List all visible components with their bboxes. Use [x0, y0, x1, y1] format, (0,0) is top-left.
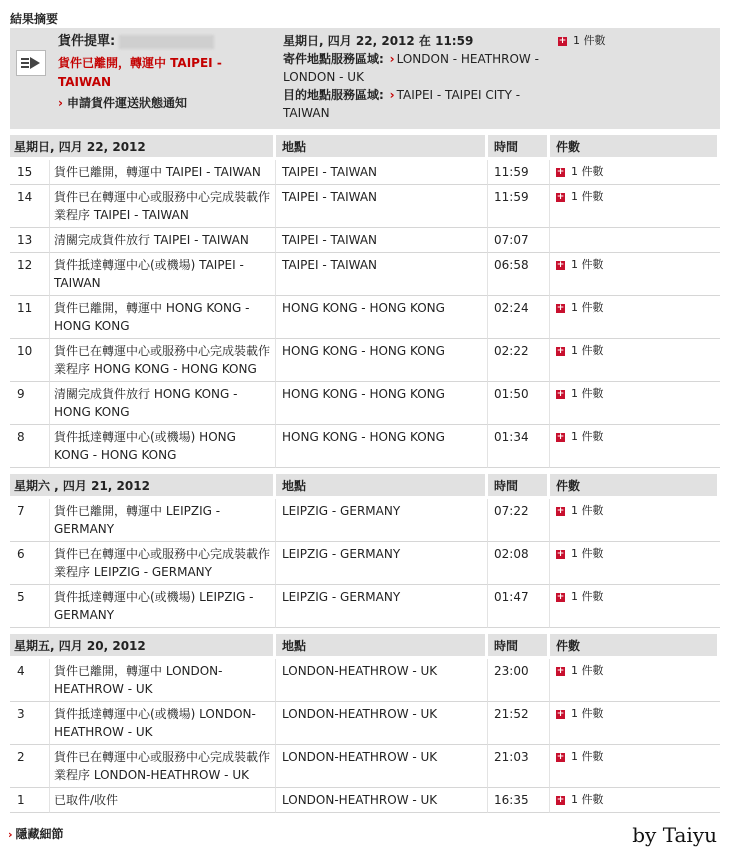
event-description: 清關完成貨件放行 TAIPEI - TAIWAN	[50, 228, 276, 253]
event-time: 02:22	[488, 339, 550, 382]
event-description: 貨件已在轉運中心或服務中心完成裝載作業程序 LEIPZIG - GERMANY	[50, 542, 276, 585]
column-header-location: 地點	[276, 634, 488, 659]
page-title: 結果摘要	[10, 12, 59, 26]
expand-plus-icon: +	[556, 388, 565, 399]
event-pieces[interactable]: + 1 件數	[550, 185, 720, 228]
destination-area: 目的地點服務區域: › TAIPEI - TAIPEI CITY - TAIWAN	[283, 88, 521, 120]
expand-plus-icon: +	[558, 35, 567, 46]
event-description: 貨件已離開，轉運中 HONG KONG - HONG KONG	[50, 296, 276, 339]
event-description: 貨件已在轉運中心或服務中心完成裝載作業程序 TAIPEI - TAIWAN	[50, 185, 276, 228]
event-description: 貨件已離開，轉運中 LONDON-HEATHROW - UK	[50, 659, 276, 702]
event-number: 5	[10, 585, 50, 628]
tracking-events-table	[10, 135, 720, 813]
event-description: 貨件已在轉運中心或服務中心完成裝載作業程序 HONG KONG - HONG KONG	[50, 339, 276, 382]
event-time: 11:59	[488, 185, 550, 228]
table-row	[10, 702, 720, 745]
notify-link[interactable]: › 申請貨件運送狀態通知	[58, 96, 187, 110]
event-pieces[interactable]: + 1 件數	[550, 788, 720, 813]
expand-plus-icon: +	[556, 302, 565, 313]
event-number: 15	[10, 160, 50, 185]
group-date: 星期日, 四月 22, 2012	[10, 135, 276, 160]
table-row	[10, 253, 720, 296]
table-row	[10, 542, 720, 585]
event-location: HONG KONG - HONG KONG	[276, 296, 488, 339]
event-time: 21:03	[488, 745, 550, 788]
event-location: TAIPEI - TAIWAN	[276, 160, 488, 185]
table-row	[10, 788, 720, 813]
event-time: 23:00	[488, 659, 550, 702]
expand-plus-icon: +	[556, 166, 565, 177]
event-location: TAIPEI - TAIWAN	[276, 253, 488, 296]
event-location: LONDON-HEATHROW - UK	[276, 745, 488, 788]
event-pieces[interactable]: + 1 件數	[550, 382, 720, 425]
event-number: 12	[10, 253, 50, 296]
event-pieces[interactable]: + 1 件數	[550, 659, 720, 702]
event-pieces	[550, 228, 720, 253]
waybill-label: 貨件提單:	[58, 34, 116, 49]
event-number: 3	[10, 702, 50, 745]
expand-plus-icon: +	[556, 259, 565, 270]
table-row	[10, 425, 720, 468]
shipment-status: 貨件已離開，轉運中 TAIPEI - TAIWAN	[58, 56, 222, 89]
chevron-right-icon: ›	[58, 96, 63, 110]
event-location: LONDON-HEATHROW - UK	[276, 788, 488, 813]
event-location: LEIPZIG - GERMANY	[276, 585, 488, 628]
column-header-pieces: 件數	[550, 135, 720, 160]
summary-datetime: 星期日, 四月 22, 2012 在 11:59	[283, 34, 474, 48]
event-pieces[interactable]: + 1 件數	[550, 702, 720, 745]
event-time: 11:59	[488, 160, 550, 185]
chevron-right-icon: ›	[389, 52, 395, 66]
event-time: 01:34	[488, 425, 550, 468]
expand-plus-icon: +	[556, 665, 565, 676]
expand-plus-icon: +	[556, 548, 565, 559]
event-description: 貨件抵達轉運中心(或機場) LEIPZIG - GERMANY	[50, 585, 276, 628]
group-date: 星期五, 四月 20, 2012	[10, 634, 276, 659]
event-description: 已取件/收件	[50, 788, 276, 813]
table-row	[10, 296, 720, 339]
event-description: 貨件已在轉運中心或服務中心完成裝載作業程序 LONDON-HEATHROW - UK	[50, 745, 276, 788]
event-location: LEIPZIG - GERMANY	[276, 499, 488, 542]
event-number: 10	[10, 339, 50, 382]
event-time: 16:35	[488, 788, 550, 813]
event-number: 6	[10, 542, 50, 585]
column-header-location: 地點	[276, 135, 488, 160]
event-time: 06:58	[488, 253, 550, 296]
expand-plus-icon: +	[556, 591, 565, 602]
column-header-location: 地點	[276, 474, 488, 499]
table-row	[10, 160, 720, 185]
event-pieces[interactable]: + 1 件數	[550, 339, 720, 382]
event-description: 貨件抵達轉運中心(或機場) HONG KONG - HONG KONG	[50, 425, 276, 468]
event-time: 01:50	[488, 382, 550, 425]
event-time: 21:52	[488, 702, 550, 745]
event-location: HONG KONG - HONG KONG	[276, 339, 488, 382]
event-location: LONDON-HEATHROW - UK	[276, 702, 488, 745]
event-number: 14	[10, 185, 50, 228]
summary-pieces[interactable]: + 1 件數	[558, 34, 606, 47]
table-row	[10, 745, 720, 788]
event-description: 貨件抵達轉運中心(或機場) LONDON-HEATHROW - UK	[50, 702, 276, 745]
column-header-time: 時間	[488, 634, 550, 659]
event-pieces[interactable]: + 1 件數	[550, 499, 720, 542]
column-header-pieces: 件數	[550, 634, 720, 659]
event-time: 01:47	[488, 585, 550, 628]
table-row	[10, 339, 720, 382]
event-time: 02:08	[488, 542, 550, 585]
event-pieces[interactable]: + 1 件數	[550, 542, 720, 585]
group-header	[10, 135, 720, 160]
event-pieces[interactable]: + 1 件數	[550, 585, 720, 628]
event-number: 2	[10, 745, 50, 788]
origin-area: 寄件地點服務區域: › LONDON - HEATHROW - LONDON - UK	[283, 52, 539, 84]
event-pieces[interactable]: + 1 件數	[550, 253, 720, 296]
event-location: LEIPZIG - GERMANY	[276, 542, 488, 585]
event-pieces[interactable]: + 1 件數	[550, 745, 720, 788]
event-number: 13	[10, 228, 50, 253]
shipment-summary	[10, 28, 720, 129]
table-row	[10, 382, 720, 425]
expand-plus-icon: +	[556, 345, 565, 356]
table-row	[10, 499, 720, 542]
expand-plus-icon: +	[556, 191, 565, 202]
event-location: LONDON-HEATHROW - UK	[276, 659, 488, 702]
transit-arrow-icon	[16, 50, 46, 76]
waybill-number-redacted	[119, 35, 214, 49]
hide-details-link[interactable]: › 隱藏細節	[8, 827, 64, 841]
expand-plus-icon: +	[556, 431, 565, 442]
event-number: 9	[10, 382, 50, 425]
event-pieces[interactable]: + 1 件數	[550, 296, 720, 339]
table-row	[10, 585, 720, 628]
chevron-right-icon: ›	[389, 88, 395, 102]
event-location: HONG KONG - HONG KONG	[276, 382, 488, 425]
event-number: 8	[10, 425, 50, 468]
event-number: 11	[10, 296, 50, 339]
signature-text: by Taiyu	[632, 823, 717, 847]
event-pieces[interactable]: + 1 件數	[550, 160, 720, 185]
event-location: TAIPEI - TAIWAN	[276, 228, 488, 253]
event-description: 清關完成貨件放行 HONG KONG - HONG KONG	[50, 382, 276, 425]
expand-plus-icon: +	[556, 751, 565, 762]
column-header-time: 時間	[488, 474, 550, 499]
event-location: HONG KONG - HONG KONG	[276, 425, 488, 468]
chevron-right-icon: ›	[8, 828, 13, 841]
expand-plus-icon: +	[556, 794, 565, 805]
event-number: 1	[10, 788, 50, 813]
table-row	[10, 659, 720, 702]
event-time: 07:22	[488, 499, 550, 542]
event-time: 07:07	[488, 228, 550, 253]
expand-plus-icon: +	[556, 505, 565, 516]
expand-plus-icon: +	[556, 708, 565, 719]
event-description: 貨件抵達轉運中心(或機場) TAIPEI - TAIWAN	[50, 253, 276, 296]
group-date: 星期六 , 四月 21, 2012	[10, 474, 276, 499]
group-header	[10, 634, 720, 659]
event-location: TAIPEI - TAIWAN	[276, 185, 488, 228]
event-description: 貨件已離開，轉運中 LEIPZIG - GERMANY	[50, 499, 276, 542]
event-description: 貨件已離開，轉運中 TAIPEI - TAIWAN	[50, 160, 276, 185]
event-number: 4	[10, 659, 50, 702]
event-time: 02:24	[488, 296, 550, 339]
event-pieces[interactable]: + 1 件數	[550, 425, 720, 468]
event-number: 7	[10, 499, 50, 542]
group-header	[10, 474, 720, 499]
column-header-pieces: 件數	[550, 474, 720, 499]
table-row	[10, 185, 720, 228]
table-row	[10, 228, 720, 253]
column-header-time: 時間	[488, 135, 550, 160]
